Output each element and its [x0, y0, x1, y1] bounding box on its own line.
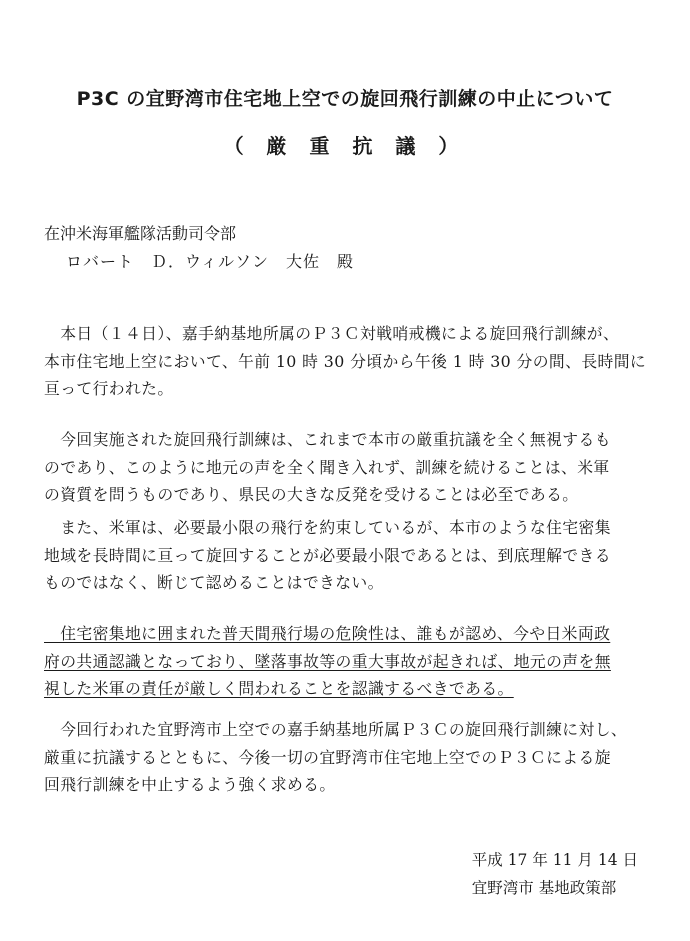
paragraph-line: ものではなく、断じて認めることはできない。: [44, 573, 384, 592]
paragraph-line: 視した米軍の責任が厳しく問われることを認識するべきである。: [44, 679, 514, 698]
signature-block: [472, 846, 638, 902]
paragraph-line: の資質を問うものであり、県民の大きな反発を受けることは必至である。: [44, 485, 579, 504]
sender-department: 宜野湾市 基地政策部: [471, 879, 617, 897]
paragraph-line: 厳重に抗議するとともに、今後一切の宜野湾市住宅地上空でのＰ３Ｃによる旋: [44, 747, 611, 767]
paragraph-line: 亘って行われた。: [44, 379, 174, 398]
paragraph-line: 今回実施された旋回飛行訓練は、これまで本市の厳重抗議を全く無視するも: [44, 430, 611, 449]
document-title: P3C の宜野湾市住宅地上空での旋回飛行訓練の中止について: [76, 88, 614, 110]
paragraph-5: [44, 716, 664, 799]
paragraph-3: [44, 514, 664, 597]
paragraph-4-underlined: [44, 620, 664, 703]
addressee-name: ロバート Ｄ．ウィルソン 大佐 殿: [66, 252, 355, 271]
paragraph-line: のであり、このように地元の声を全く聞き入れず、訓練を続けることは、米軍: [44, 457, 610, 477]
paragraph-line: 本日（１４日）、嘉手納基地所属のＰ３Ｃ対戦哨戒機による旋回飛行訓練が、: [44, 324, 620, 343]
addressee-organization: 在沖米海軍艦隊活動司令部: [44, 224, 237, 243]
paragraph-line: 府の共通認識となっており、墜落事故等の重大事故が起きれば、地元の声を無: [44, 651, 611, 671]
paragraph-line: 住宅密集地に囲まれた普天間飛行場の危険性は、誰もが認め、今や日米両政: [44, 624, 611, 643]
document-date: 平成 17 年 11 月 14 日: [471, 851, 638, 869]
paragraph-line: 今回行われた宜野湾市上空での嘉手納基地所属Ｐ３Ｃの旋回飛行訓練に対し、: [44, 720, 628, 739]
addressee-block: [44, 220, 354, 276]
paragraph-1: [44, 320, 664, 403]
paragraph-line: 回飛行訓練を中止するよう強く求める。: [44, 775, 336, 794]
paragraph-line: 本市住宅地上空において、午前 10 時 30 分頃から午後 1 時 30 分の間、長時間に: [44, 351, 647, 371]
paragraph-line: 地域を長時間に亘って旋回することが必要最小限であるとは、到底理解できる: [44, 545, 611, 565]
paragraph-2: [44, 426, 664, 509]
paragraph-line: また、米軍は、必要最小限の飛行を約束しているが、本市のような住宅密集: [44, 518, 611, 537]
document-subtitle: （ 厳 重 抗 議 ）: [223, 134, 467, 158]
